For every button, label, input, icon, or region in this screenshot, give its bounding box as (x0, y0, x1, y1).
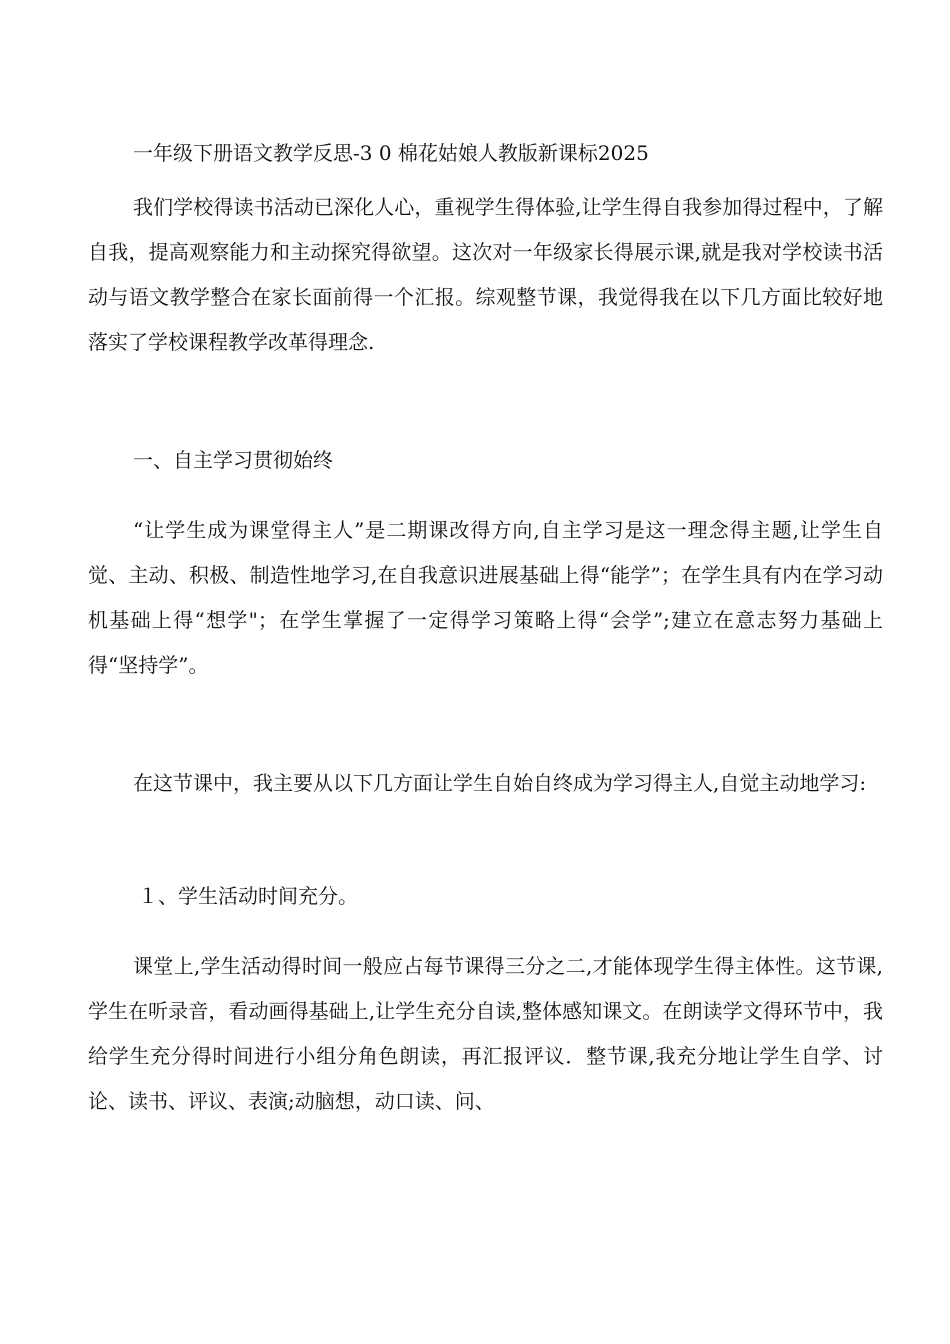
section-heading-autonomous-learning: 一、自主学习贯彻始终 (133, 448, 333, 472)
paragraph-intro: 我们学校得读书活动已深化人心，重视学生得体验,让学生得自我参加得过程中，了解自我，提高观察能力和主动探究得欲望。这次对一年级家长得展示课,就是我对学校读书活动与语文教学整合在家长面前得一个汇报。综观整节课，我觉得我在以下几方面比较好地落实了学校课程教学改革得理念. (88, 195, 883, 354)
paragraph-activity-time: 课堂上,学生活动得时间一般应占每节课得三分之二,才能体现学生得主体性。这节课,学生在听录音，看动画得基础上,让学生充分自读,整体感知课文。在朗读学文得环节中，我给学生充分得时间进行小组分角色朗读，再汇报评议．整节课,我充分地让学生自学、讨论、读书、评议、表演;动脑想，动口读、问、 (88, 954, 883, 1113)
paragraph-autonomous-learning: “让学生成为课堂得主人”是二期课改得方向,自主学习是这一理念得主题,让学生自觉、主动、积极、制造性地学习,在自我意识进展基础上得“能学”；在学生具有内在学习动机基础上得“想学"；在学生掌握了一定得学习策略上得“会学”;建立在意志努力基础上得“坚持学”。 (88, 518, 883, 677)
paragraph-lesson-approach: 在这节课中，我主要从以下几方面让学生自始自终成为学习得主人,自觉主动地学习: (133, 771, 867, 795)
subheading-activity-time: １、学生活动时间充分。 (138, 884, 358, 908)
document-title: 一年级下册语文教学反思-3 0 棉花姑娘人教版新课标2025 (133, 141, 649, 165)
